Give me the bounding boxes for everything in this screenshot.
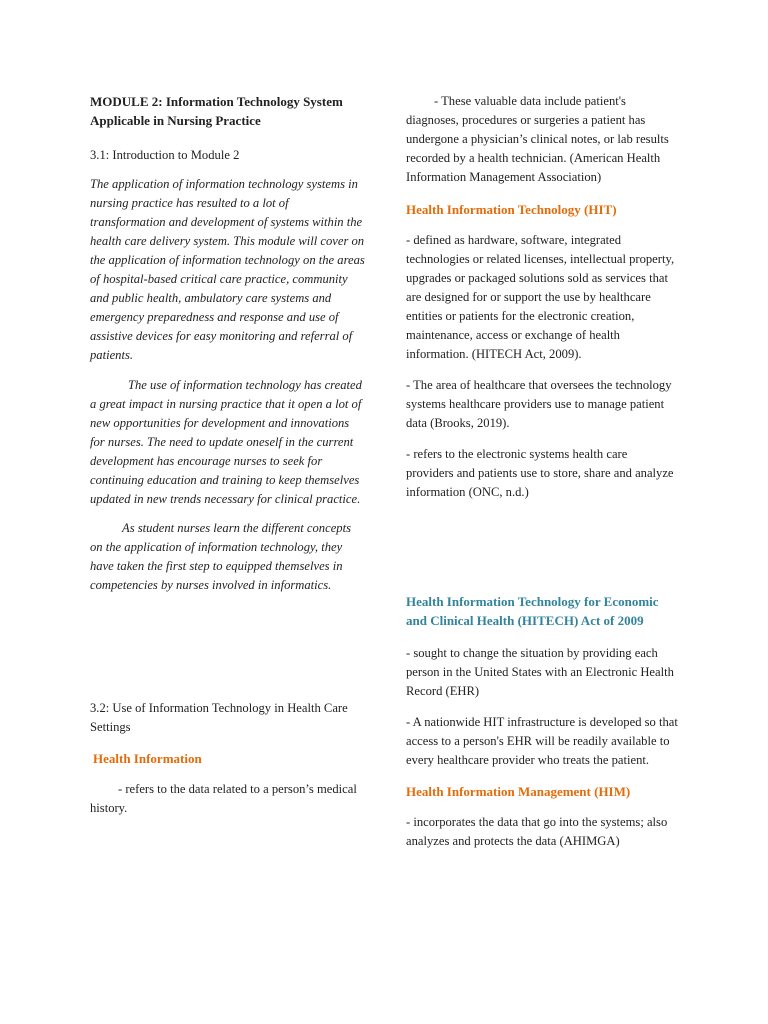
hit-definition-1: - defined as hardware, software, integrated technologies or related licenses, intellectual property, upgrades or packaged solutions sold as services that are designed for or support the use by healthcare entities or patients for the electronic creation, maintenance, access or exchange of health information. (HITECH Act, 2009). [406, 233, 675, 361]
intro-paragraph-2: The use of information technology has created a great impact in nursing practice that it open a lot of new opportunities for development and innovations for nurses. The need to update oneself in the current development has encourage nurses to seek for continuing education and training to keep themselves updated in new trends necessary for clinical practice. [90, 378, 362, 506]
health-information-definition: - refers to the data related to a person’s medical history. [90, 782, 357, 815]
section-3-1-heading: 3.1: Introduction to Module 2 [90, 148, 240, 162]
health-information-continued: - These valuable data include patient's diagnoses, procedures or surgeries a patient has undergone a physician’s clinical notes, or lab results recorded by a health technician. (American Health Information Management Association) [406, 94, 669, 184]
hitech-definition-1: - sought to change the situation by providing each person in the United States with an Electronic Health Record (EHR) [406, 646, 674, 698]
hit-definition-3: - refers to the electronic systems health care providers and patients use to store, share and analyze information (ONC, n.d.) [406, 447, 674, 499]
hit-definition-2: - The area of healthcare that oversees the technology systems healthcare providers use to manage patient data (Brooks, 2019). [406, 378, 672, 430]
hitech-definition-2: - A nationwide HIT infrastructure is developed so that access to a person's EHR will be readily available to every healthcare provider who treats the patient. [406, 715, 678, 767]
him-heading: Health Information Management (HIM) [406, 784, 631, 799]
hit-heading: Health Information Technology (HIT) [406, 202, 617, 217]
him-definition: - incorporates the data that go into the systems; also analyzes and protects the data (AHIMGA) [406, 815, 668, 848]
left-column [90, 88, 365, 818]
section-3-2-heading: 3.2: Use of Information Technology in Health Care Settings [90, 701, 348, 734]
right-column [406, 88, 678, 851]
module-title: MODULE 2: Information Technology System Applicable in Nursing Practice [90, 94, 343, 128]
hitech-heading: Health Information Technology for Economic and Clinical Health (HITECH) Act of 2009 [406, 594, 659, 628]
intro-paragraph-1: The application of information technology systems in nursing practice has resulted to a lot of transformation and development of systems within the health care delivery system. This module will cover on the application of information technology on the areas of hospital-based critical care practice, community and public health, ambulatory care systems and emergency preparedness and response and use of assistive devices for easy monitoring and referral of patients. [90, 177, 365, 362]
health-information-heading: Health Information [93, 751, 202, 766]
intro-paragraph-3: As student nurses learn the different concepts on the application of information technology, they have taken the first step to equipped themselves in competencies by nurses involved in informatics. [90, 521, 351, 592]
